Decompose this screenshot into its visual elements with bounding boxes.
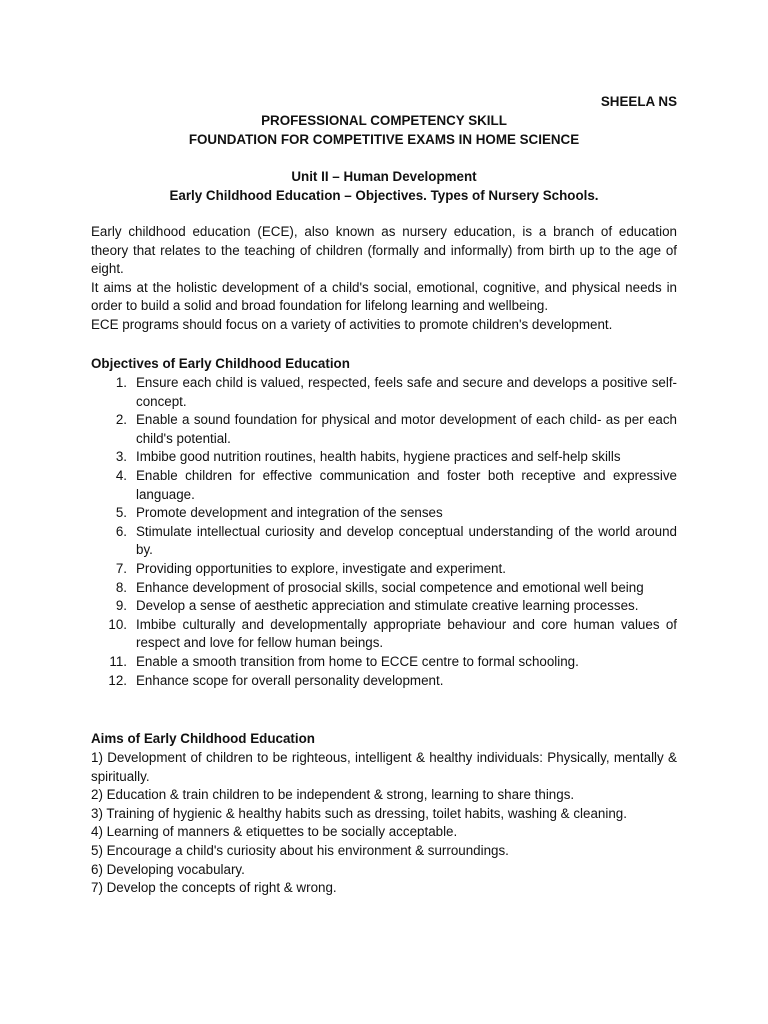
- author-name: SHEELA NS: [600, 94, 677, 109]
- list-item: 2) Education & train children to be independent & strong, learning to share things.: [91, 787, 575, 803]
- list-item: 9. Develop a sense of aesthetic appreciation and stimulate creative learning processes.: [115, 598, 639, 614]
- intro-paragraph-1: Early childhood education (ECE), also known as nursery education, is a branch of education theory that relates to the teaching of children (formally and informally) from birth up to the age of eight.: [91, 224, 677, 277]
- objectives-heading: Objectives of Early Childhood Education: [91, 356, 350, 371]
- list-item: 3. Imbibe good nutrition routines, health habits, hygiene practices and self-help skills: [115, 449, 621, 465]
- topic-title: Early Childhood Education – Objectives. Types of Nursery Schools.: [169, 188, 599, 203]
- intro-section: [91, 223, 677, 335]
- list-item: 8. Enhance development of prosocial skills, social competence and emotional well being: [115, 579, 644, 595]
- list-item: 7) Develop the concepts of right & wrong.: [91, 880, 337, 896]
- title-line-1: PROFESSIONAL COMPETENCY SKILL: [261, 113, 507, 128]
- list-item: 1) Development of children to be righteous, intelligent & healthy individuals: Physically, mentally & spiritually.: [91, 750, 677, 784]
- list-item: 4. Enable children for effective communication and foster both receptive and expressive language.: [115, 467, 677, 502]
- objectives-list: [91, 374, 677, 690]
- unit-heading: [91, 167, 677, 205]
- list-item: 1. Ensure each child is valued, respected, feels safe and secure and develops a positive self-concept.: [115, 375, 677, 409]
- title-line-2: FOUNDATION FOR COMPETITIVE EXAMS IN HOME SCIENCE: [188, 132, 580, 147]
- list-item: 5) Encourage a child's curiosity about his environment & surroundings.: [91, 842, 509, 858]
- list-item: 4) Learning of manners & etiquettes to be socially acceptable.: [91, 824, 458, 840]
- list-item: 12. Enhance scope for overall personality development.: [108, 672, 444, 688]
- aims-list: [91, 749, 677, 898]
- list-item: 3) Training of hygienic & healthy habits such as dressing, toilet habits, washing & cleaning.: [91, 805, 627, 821]
- list-item: 5. Promote development and integration of the senses: [115, 505, 443, 521]
- unit-title: Unit II – Human Development: [291, 169, 477, 184]
- list-item: 2. Enable a sound foundation for physical and motor development of each child- as per each child's potential.: [115, 412, 677, 446]
- aims-heading: Aims of Early Childhood Education: [91, 731, 315, 746]
- list-item: 11. Enable a smooth transition from home to ECCE centre to formal schooling.: [109, 653, 579, 669]
- list-item: 6. Stimulate intellectual curiosity and develop conceptual understanding of the world around by.: [115, 523, 677, 558]
- list-item: 7. Providing opportunities to explore, investigate and experiment.: [115, 560, 506, 576]
- intro-paragraph-2: It aims at the holistic development of a child's social, emotional, cognitive, and physical needs in order to build a solid and broad foundation for lifelong learning and wellbeing.: [91, 279, 677, 314]
- list-item: 10. Imbibe culturally and developmentally appropriate behaviour and core human values of respect and love for fellow human beings.: [108, 616, 677, 651]
- list-item: 6) Developing vocabulary.: [91, 861, 245, 877]
- document-title: [91, 111, 677, 149]
- intro-paragraph-3: ECE programs should focus on a variety of activities to promote children's development.: [91, 316, 613, 332]
